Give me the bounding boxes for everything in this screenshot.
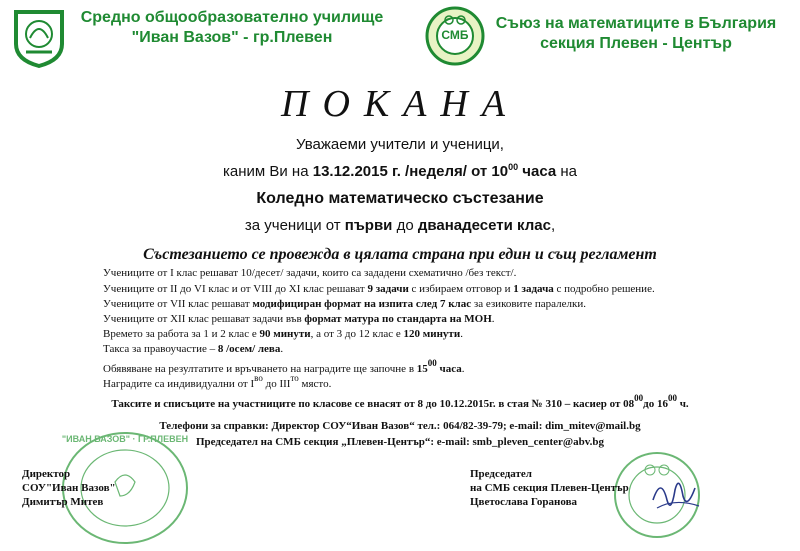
contact-chair: Председател на СМБ секция „Плевен-Център“: e-mail: smb_pleven_center@abv.bg [195, 436, 605, 448]
rule-6-text: Такса за правоучастие – [103, 343, 218, 355]
audience-prefix: за ученици от [244, 217, 345, 234]
audience-to: дванадесети клас [417, 217, 551, 234]
rule-8-text2: до III [262, 378, 291, 390]
greeting: Уважаеми учители и ученици, [296, 136, 504, 153]
rule-8-sup1: во [254, 373, 263, 383]
rule-3-text: Учениците от VII клас решават [103, 298, 253, 310]
audience-from: първи [344, 217, 393, 234]
rule-4-bold: формат матура по стандарта на МОН [304, 313, 492, 325]
rule-7-bold: 15 [416, 363, 428, 375]
rule-2-text3: с подробно решение. [553, 283, 655, 295]
rule-2-bold1: 9 задачи [367, 283, 409, 295]
signature-left-org: СОУ"Иван Вазов" [22, 482, 116, 494]
signature-right-scribble [645, 470, 705, 520]
rule-4-text: Учениците от XII клас решават задачи във [103, 313, 305, 325]
school-logo [12, 8, 66, 68]
page-title: ПОКАНА [281, 83, 519, 125]
school-city: "Иван Вазов" - гр.Плевен [131, 29, 333, 46]
rule-7-text2: . [461, 363, 465, 375]
school-name: Средно общообразователно училище [80, 9, 384, 26]
fee-note-sup2: 00 [667, 393, 677, 403]
signature-right-name: Цветослава Горанова [470, 496, 578, 508]
rule-7-text: Обявяване на резултатите и връчването на наградите ще започне в [103, 363, 417, 375]
contest-name: Коледно математическо състезание [256, 190, 544, 207]
rule-2 [103, 283, 655, 295]
rule-5 [103, 328, 463, 340]
rule-8-text: Наградите са индивидуални от I [103, 378, 255, 390]
rule-7-sup: 00 [427, 358, 437, 368]
union-section: секция Плевен - Център [540, 35, 732, 52]
invite-hour-sup: 00 [508, 162, 519, 172]
smb-logo-text: СМБ [441, 28, 469, 42]
rule-6 [103, 343, 283, 355]
contact-director: Телефони за справки: Директор СОУ“Иван Вазов“ тел.: 064/82-39-79; e-mail: dim_mitev@mail.bg [159, 420, 641, 432]
signature-right-org: на СМБ секция Плевен-Център [470, 482, 629, 494]
audience-mid: до [392, 217, 418, 234]
union-name: Съюз на математиците в България [495, 15, 777, 32]
invite-date: 13.12.2015 г. /неделя/ от 10 [312, 163, 509, 180]
signature-left-role: Директор [22, 468, 71, 480]
fee-note-text: Таксите и списъците на участниците по класове се внасят от 8 до 10.12.2015г. в стая № 310 – касиер от 08 [111, 398, 635, 410]
rule-5-text3: . [460, 328, 463, 340]
fee-note-text2: до 16 [643, 398, 668, 410]
rule-4-text2: . [491, 313, 495, 325]
rule-3-text2: за езиковите паралелки. [471, 298, 586, 310]
rule-6-text2: . [280, 343, 284, 355]
rule-6-bold: 8 /осем/ лева [217, 343, 281, 355]
rule-2-text: Учениците от II до VI клас и от VIII до XI клас решават [103, 283, 368, 295]
invite-suffix: на [556, 163, 577, 180]
rule-4 [103, 313, 495, 325]
smb-logo [425, 6, 485, 66]
rule-5-bold2: 120 минути [403, 328, 461, 340]
invite-hour-word: часа [518, 163, 557, 180]
rule-2-text2: с избираем отговор и [408, 283, 514, 295]
school-stamp-text: "ИВАН ВАЗОВ" · ГР.ПЛЕВЕН [61, 434, 189, 444]
rule-8-sup2: то [290, 373, 299, 383]
invite-prefix: каним Ви на [223, 163, 313, 180]
signature-left-name: Димитър Митев [22, 496, 104, 508]
fee-note-text3: ч. [676, 398, 689, 410]
audience-line [0, 217, 800, 234]
rule-8 [103, 373, 331, 390]
union-header [486, 14, 786, 54]
rule-3 [103, 298, 586, 310]
fee-note-sup1: 00 [634, 393, 644, 403]
school-header [72, 8, 392, 48]
rule-8-text3: място. [298, 378, 332, 390]
rule-3-bold: модифициран формат на изпита след 7 клас [252, 298, 472, 310]
invite-line [0, 162, 800, 180]
signature-right [470, 467, 629, 509]
rule-2-bold2: 1 задача [513, 283, 554, 295]
rule-1: Учениците от I клас решават 10/десет/ задачи, които са зададени схематично /без текст/. [103, 267, 517, 279]
rules-title: Състезанието се провежда в цялата страна при един и същ регламент [143, 246, 657, 263]
signature-right-role: Председател [470, 468, 532, 480]
signature-left [22, 467, 116, 509]
rule-5-text2: , а от 3 до 12 клас е [310, 328, 404, 340]
rule-7-bold2: часа [436, 363, 462, 375]
rule-5-text: Времето за работа за 1 и 2 клас е [103, 328, 260, 340]
audience-suffix: , [550, 217, 556, 234]
fee-note [0, 393, 800, 410]
rule-5-bold1: 90 минути [259, 328, 311, 340]
